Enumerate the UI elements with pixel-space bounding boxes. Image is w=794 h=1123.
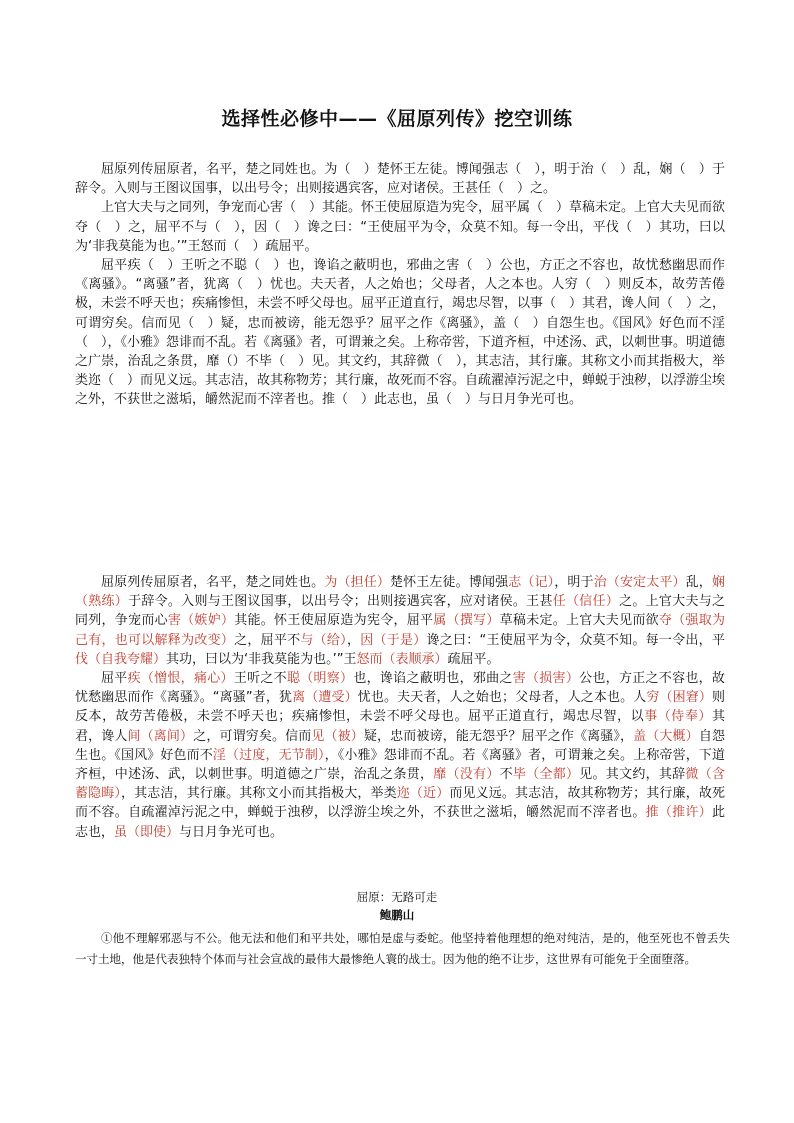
answer-text: ，明于 — [554, 575, 594, 590]
annotated-term: 推（推许） — [645, 805, 712, 821]
answer-text: 疑，忠而被谤，能无怨乎？屈平之作《离骚》， — [363, 728, 634, 744]
annotated-term: 因（于是） — [360, 632, 427, 648]
annotated-term: 害（损害） — [512, 671, 580, 687]
annotated-term: 疾（憎恨，痛心） — [127, 671, 234, 687]
article-title: 屈原：无路可走 — [356, 890, 438, 904]
answer-text: 其能。怀王使屈原造为宪令，屈平 — [234, 613, 434, 629]
annotated-term: 治（安定太平） — [593, 575, 686, 590]
exercise-paragraph-3: 屈平疾（ ）王听之不聪（ ）也，谗谄之蔽明也，邪曲之害（ ）公也，方正之不容也，故忧愁幽思而作《离骚》。“离骚”者，犹离（ ）忧也。夫天者，人之始也；父母者，人之本也。人穷（ ）则反本，故劳苦倦极，未尝不呼天也；疾痛惨怛，未尝不呼父母也。屈平正道直行，竭忠尽智，以事（ ）其君，谗人间（ ）之，可谓穷矣。信而见（ ）疑，忠而被谤，能无怨乎？屈平之作《离骚》，盖（ ）自怨生也。《国风》好色而不淫（ ），《小雅》怨诽而不乱。若《离骚》者，可谓兼之矣。上称帝喾，下道齐桓，中述汤、武，以刺世事。明道德之广崇，治乱之条贯，靡（）不毕（ ）见。其文约，其辞微（ ），其志洁，其行廉。其称文小而其指极大，举类迩（ ）而见义远。其志洁，故其称物芳；其行廉，故死而不容。自疏濯淖污泥之中，蝉蜕于浊秽，以浮游尘埃之外，不获世之滋垢，皭然泥而不滓者也。推（ ）此志也，虽（ ）与日月争光可也。 — [75, 258, 726, 408]
annotated-term: 见（被） — [311, 728, 364, 744]
answer-text: 与日月争光可也。 — [179, 824, 284, 840]
annotated-term: 离（遭受） — [292, 690, 358, 706]
annotated-term: 微（含蓄隐晦） — [75, 767, 725, 802]
annotated-term: 与（给） — [300, 632, 347, 648]
answer-text: ，其志洁，其行廉。其称文小而其指极大，举类 — [121, 786, 397, 802]
annotated-term: 穷（困窘） — [646, 690, 712, 706]
annotated-term: 害（嫉妒） — [167, 613, 235, 629]
annotated-term: 为（担任） — [324, 575, 390, 590]
answer-text: 草稿未定。上官大夫见而欲 — [499, 613, 659, 629]
annotated-term: 盖（大概） — [633, 728, 699, 744]
page-title: 选择性必修中——《屈原列传》挖空训练 — [221, 108, 573, 130]
answer-text: 见。其文约，其辞 — [579, 767, 686, 783]
answer-text: 公也，方正之不容也，故忧愁幽思而作《离骚》。“离骚”者，犹 — [75, 671, 725, 706]
annotated-term: 属（撰写） — [433, 613, 500, 629]
annotated-term: 淫（过度，无节制） — [212, 747, 325, 763]
annotated-term: 伐（自我夸耀） — [75, 651, 167, 667]
answer-text: 屈原列传屈原者，名平，楚之同姓也。 — [101, 575, 325, 590]
answer-text: 自怨生也。《国风》好色而不 — [75, 728, 725, 763]
answer-text: 而见义远。其志洁，故其称物芳；其行廉，故死而不容。自疏濯淖污泥之中，蝉蜕于浊秽，以浮游尘埃之外，不获世之滋垢，皭然泥而不滓者也。 — [75, 786, 725, 821]
answer-text: 之，可谓穷矣。信而 — [193, 728, 312, 744]
answer-text: ， — [346, 632, 361, 648]
answer-text: 不 — [499, 767, 513, 783]
annotated-term: 靡（没有） — [433, 767, 500, 783]
answer-paragraph-1 — [75, 573, 725, 669]
answer-text: 也，谗谄之蔽明也，邪曲之 — [353, 671, 513, 687]
answer-text: 忧也。夫天者，人之始也；父母者，人之本也。人 — [357, 690, 647, 706]
exercise-paragraph-2: 上官大夫与之同列，争宠而心害（ ）其能。怀王使屈原造为宪令，屈平属（ ）草稿未定。上官大夫见而欲夺（ ）之，屈平不与（ ），因（ ）谗之曰：“王使屈平为令，众莫不知。每一令出，平伐（ ）其功，曰以为‘非我莫能为也。’”王怒而（ ）疏屈平。 — [75, 200, 726, 254]
answer-text: 屈平 — [101, 671, 128, 687]
essay-paragraph: ①他不理解邪恶与不公。他无法和他们和平共处，哪怕是虚与委蛇。他坚持着他理想的绝对纯洁，是的，他至死也不曾丢失一寸土地，他是代表独特个体而与社会宣战的最伟大最惨绝人寰的战士。因为他的绝不让步，这世界有可能免于全面堕落。 — [75, 931, 730, 966]
annotated-term: 虽（即使） — [114, 824, 180, 840]
annotated-term: 任（信任） — [552, 594, 620, 610]
annotated-term: 毕（全都） — [512, 767, 580, 783]
annotated-term: 聪（明察） — [286, 671, 354, 687]
answer-text: 其君，谗人 — [75, 709, 725, 744]
answer-paragraph-2 — [75, 669, 725, 842]
answer-text: 之，屈平不 — [234, 632, 301, 648]
answer-text: ，《小雅》怨诽而不乱。若《离骚》者，可谓兼之矣。上称帝喾，下道齐桓，中述汤、武，以刺世事。明道德之广崇，治乱之条贯， — [75, 747, 725, 783]
article-author: 鲍鹏山 — [379, 908, 415, 922]
annotated-term: 娴（熟练） — [75, 575, 725, 610]
answer-text: 其功，曰以为‘非我莫能为也。’”王 — [166, 651, 357, 667]
answer-text: 王听之不 — [233, 671, 287, 687]
answer-text: 此志也， — [75, 805, 725, 840]
annotated-term: 事（侍奉） — [644, 709, 712, 725]
exercise-section — [75, 160, 725, 410]
annotated-term: 志（记） — [508, 575, 555, 590]
annotated-term: 怒而（表顺承） — [356, 651, 448, 667]
annotated-term: 夺（强取为己有，也可以解释为改变） — [75, 613, 725, 648]
answer-text: 疏屈平。 — [447, 651, 500, 667]
annotated-term: 迩（近） — [396, 786, 450, 802]
exercise-paragraph-1: 屈原列传屈原者，名平，楚之同姓也。为（ ）楚怀王左徒。博闻强志（ ），明于治（ ）乱，娴（ ）于辞令。入则与王图议国事，以出号令；出则接遇宾客，应对诸侯。王甚任（ ）之。 — [75, 162, 725, 197]
answer-text: 则反本，故劳苦倦极，未尝不呼天也；疾痛惨怛，未尝不呼父母也。屈平正道直行，竭忠尽智，以 — [75, 690, 725, 725]
answer-section — [75, 573, 725, 842]
answer-text: 楚怀王左徒。博闻强 — [390, 575, 509, 590]
answer-text: 于辞令。入则与王图议国事，以出号令；出则接遇宾客，应对诸侯。王甚 — [128, 594, 553, 610]
answer-text: 之。上官大夫与之同列，争宠而心 — [75, 594, 725, 629]
answer-text: 乱， — [685, 575, 712, 590]
answer-text: 谗之曰：“王使屈平为令，众莫不知。每一令出，平 — [426, 632, 725, 648]
annotated-term: 间（离间） — [127, 728, 194, 744]
